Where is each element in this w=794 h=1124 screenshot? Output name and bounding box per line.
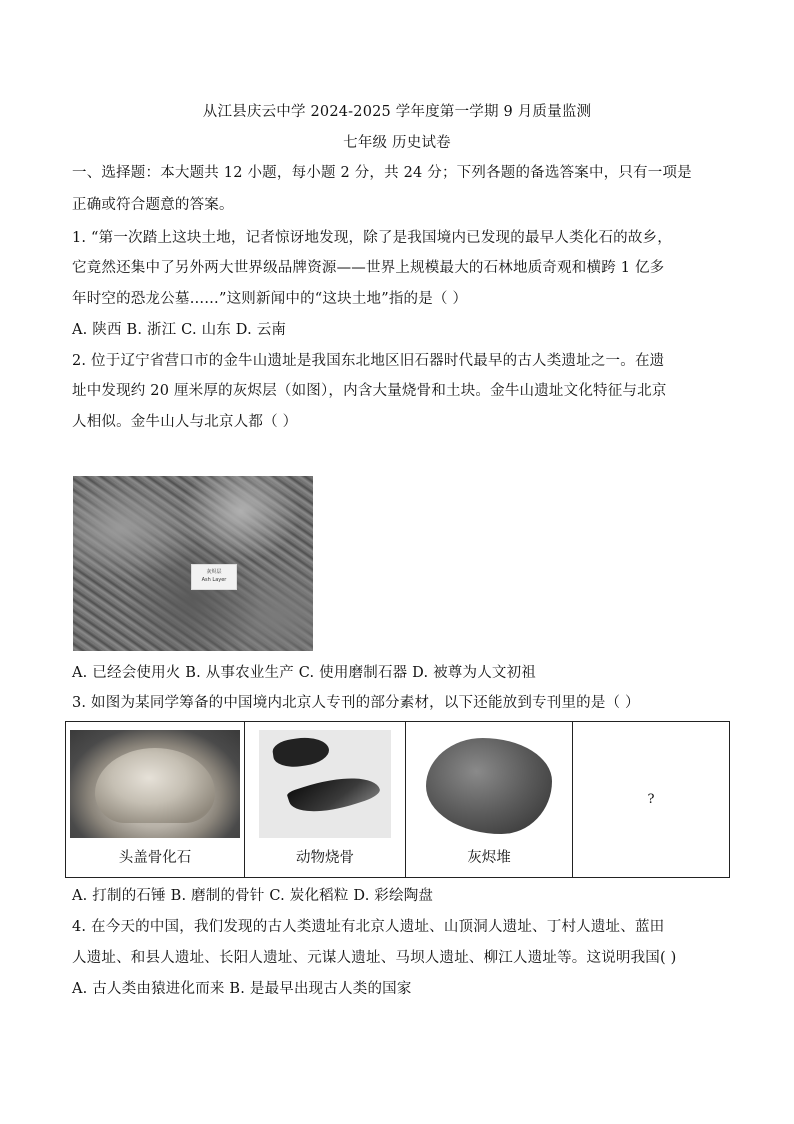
material-cell-ash	[406, 722, 573, 878]
caption-ash: 灰烬堆	[467, 850, 511, 866]
exam-title: 从江县庆云中学 2024-2025 学年度第一学期 9 月质量监测	[202, 104, 592, 120]
skull-shape	[95, 748, 215, 823]
photo-label-cn: 灰烬层	[206, 569, 222, 575]
question-4-options: A. 古人类由猿进化而来 B. 是最早出现古人类的国家	[72, 981, 412, 997]
caption-skull: 头盖骨化石	[118, 850, 192, 866]
bone-fragment-1	[271, 734, 330, 770]
ash-pile-image	[420, 730, 558, 842]
burnt-bones-image	[259, 730, 391, 838]
materials-table	[65, 721, 730, 878]
skull-fossil-image	[70, 730, 240, 838]
question-1-line1: 1. “第一次踏上这块土地，记者惊讶地发现，除了是我国境内已发现的最早人类化石的故乡，	[72, 230, 672, 246]
photo-label-en: Ash Layer	[201, 577, 227, 583]
photo-label-card	[191, 564, 237, 590]
caption-bones: 动物烧骨	[296, 850, 354, 866]
bone-fragment-2	[286, 765, 381, 823]
ash-layer-photo	[73, 476, 313, 651]
section-instructions-line1: 一、选择题：本大题共 12 小题，每小题 2 分，共 24 分；下列各题的备选答案中，只有一项是	[72, 165, 692, 181]
question-2-line2: 址中发现约 20 厘米厚的灰烬层（如图），内含大量烧骨和土块。金牛山遗址文化特征与北京	[72, 383, 667, 399]
question-2-options: A. 已经会使用火 B. 从事农业生产 C. 使用磨制石器 D. 被尊为人文初祖	[72, 665, 537, 681]
question-1-line3: 年时空的恐龙公墓……”这则新闻中的“这块土地”指的是（ ）	[72, 291, 468, 307]
section-instructions-line2: 正确或符合题意的答案。	[72, 197, 234, 213]
question-4-line2: 人遗址、和县人遗址、长阳人遗址、元谋人遗址、马坝人遗址、柳江人遗址等。这说明我国( )	[72, 950, 677, 966]
question-4-line1: 4. 在今天的中国，我们发现的古人类遗址有北京人遗址、山顶洞人遗址、丁村人遗址、蓝田	[72, 919, 665, 935]
question-2-line3: 人相似。金牛山人与北京人都（ ）	[72, 414, 298, 430]
question-mark: ?	[647, 792, 655, 807]
question-1-options: A. 陕西 B. 浙江 C. 山东 D. 云南	[72, 322, 287, 338]
question-3-options: A. 打制的石锤 B. 磨制的骨针 C. 炭化稻粒 D. 彩绘陶盘	[72, 888, 434, 904]
material-cell-unknown	[573, 722, 730, 878]
question-2-line1: 2. 位于辽宁省营口市的金牛山遗址是我国东北地区旧石器时代最早的古人类遗址之一。在遗	[72, 353, 665, 369]
material-cell-skull	[66, 722, 245, 878]
question-1-line2: 它竟然还集中了另外两大世界级品牌资源——世界上规模最大的石林地质奇观和横跨 1 亿多	[72, 260, 665, 276]
exam-subtitle: 七年级 历史试卷	[343, 135, 451, 151]
material-cell-bones	[245, 722, 406, 878]
question-3-line1: 3. 如图为某同学筹备的中国境内北京人专刊的部分素材，以下还能放到专刊里的是（ ）	[72, 695, 640, 711]
ash-pile-shape	[426, 738, 552, 834]
